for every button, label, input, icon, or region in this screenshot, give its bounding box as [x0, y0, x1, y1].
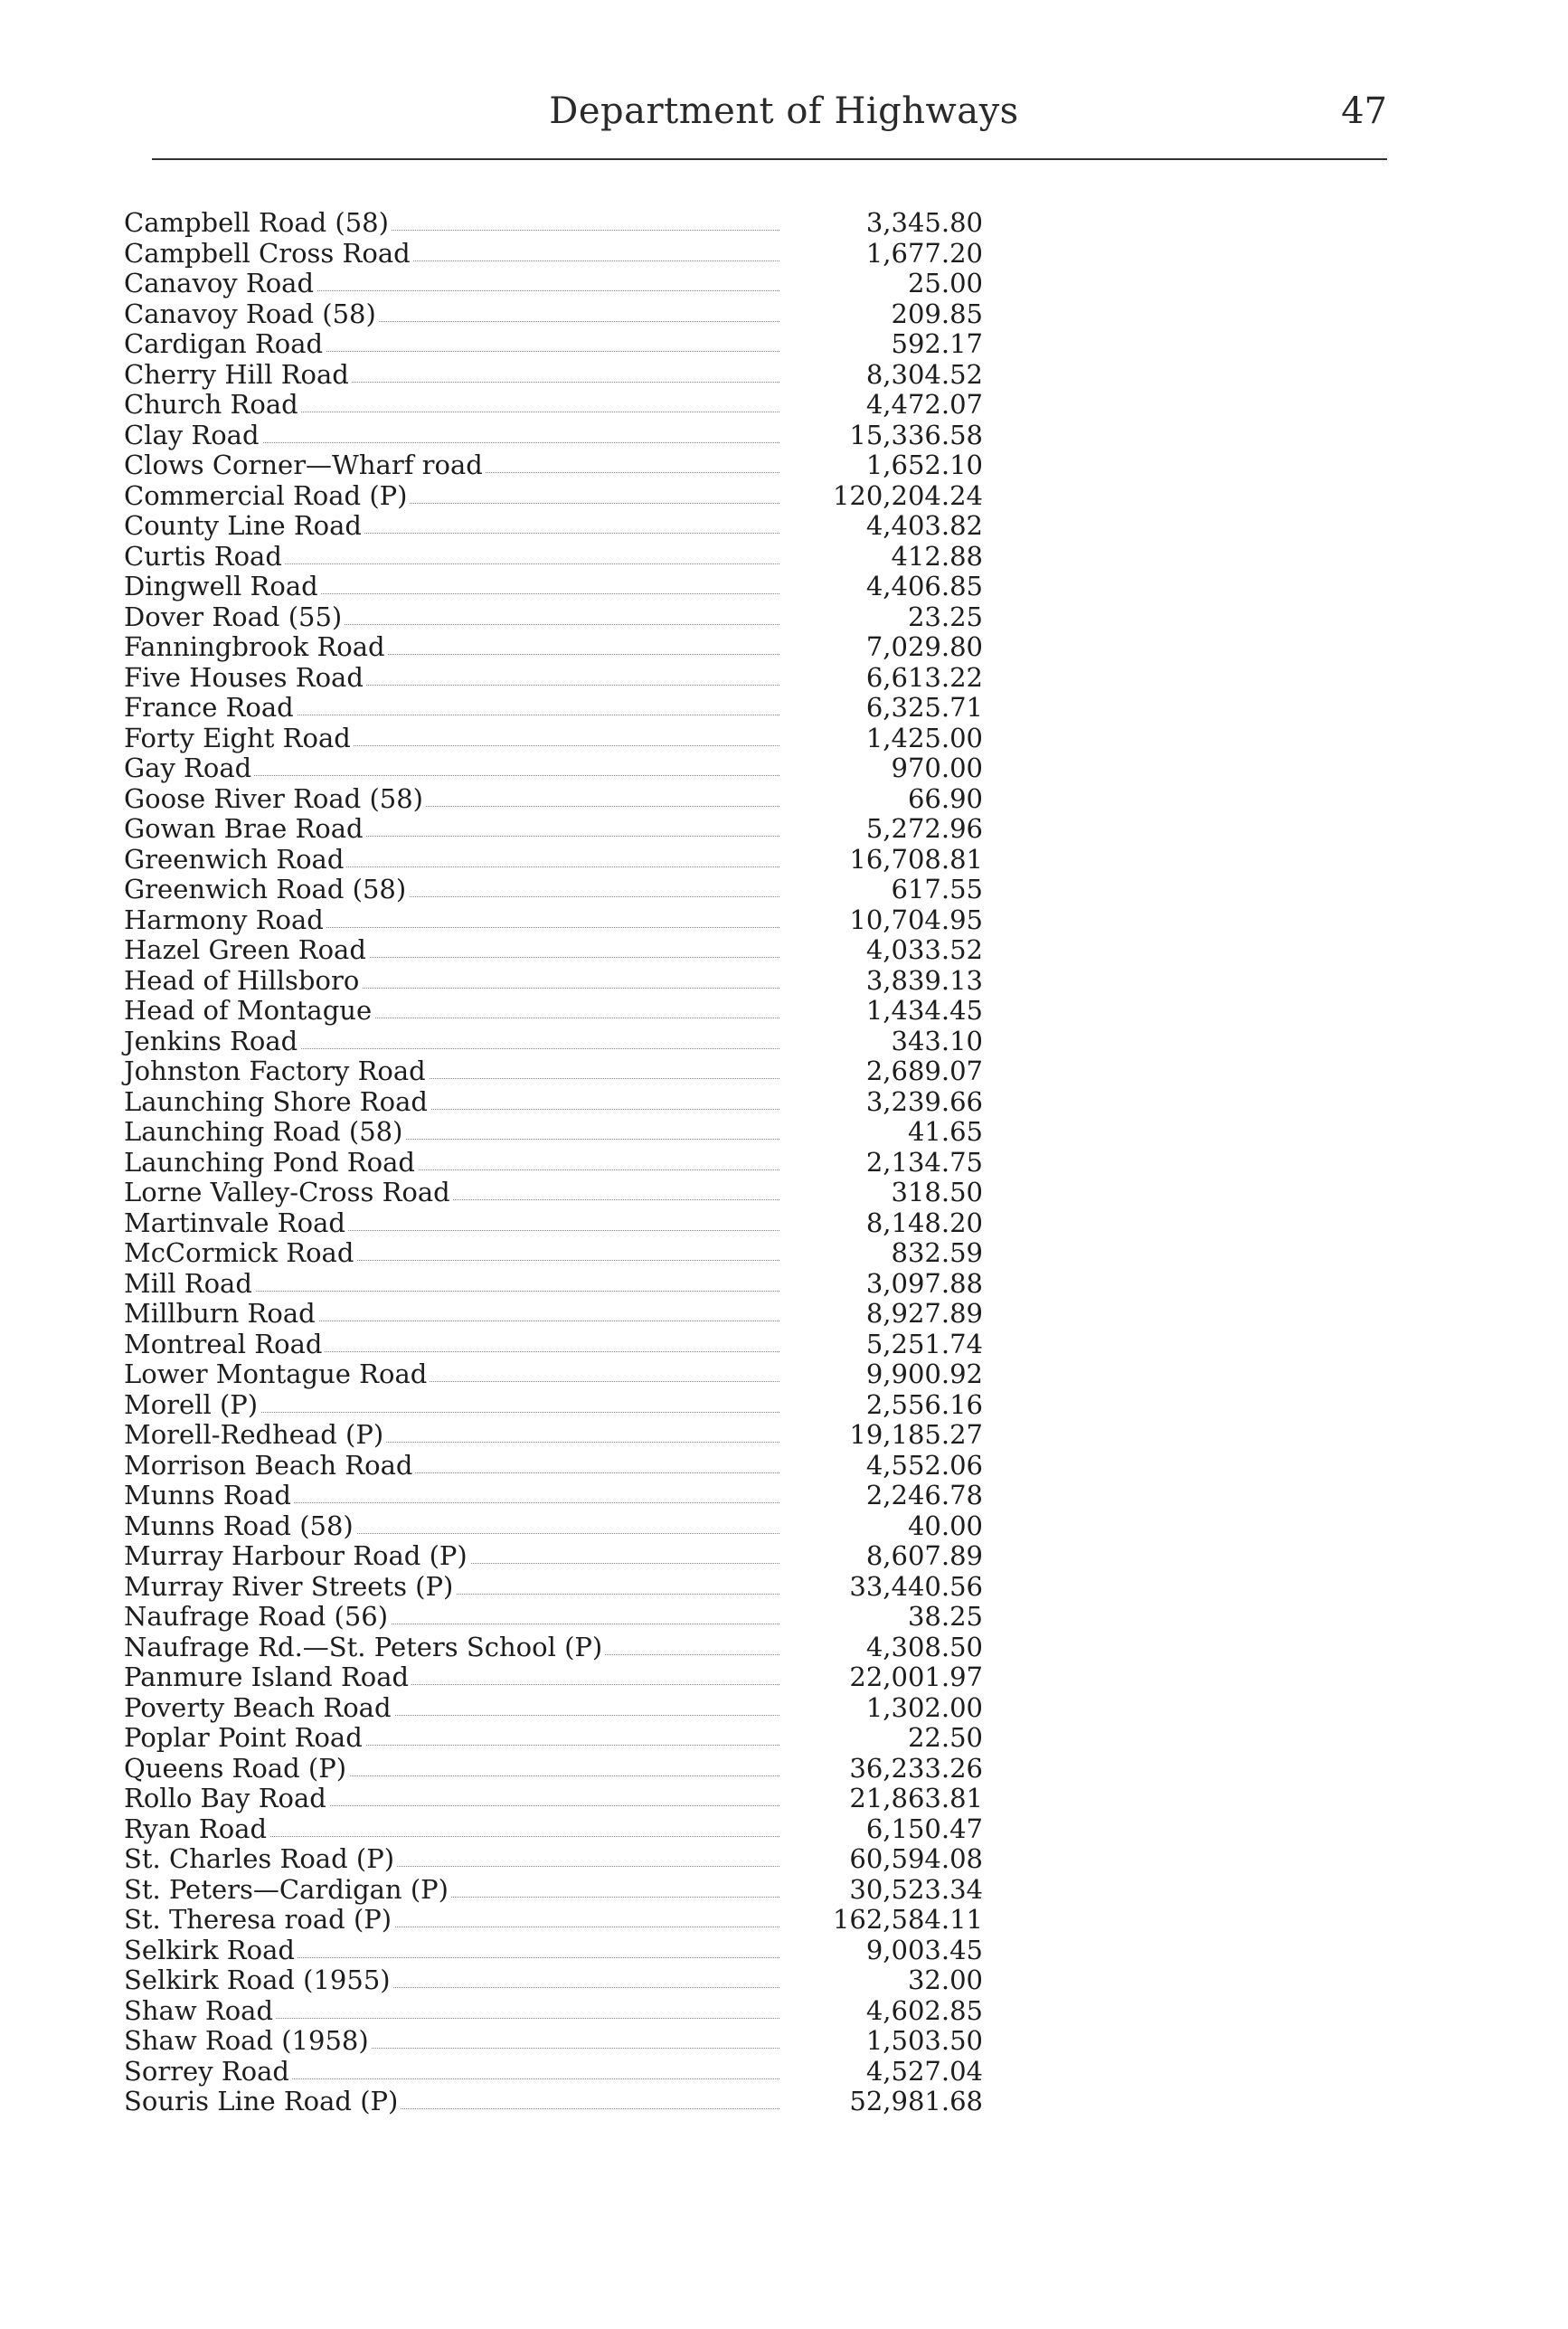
list-item [124, 602, 983, 633]
list-item [124, 1117, 983, 1148]
amount: 7,029.80 [865, 631, 983, 662]
list-item [124, 1511, 983, 1542]
amount: 8,148.20 [865, 1207, 983, 1238]
road-name: Montreal Road [124, 1330, 325, 1360]
amount: 33,440.56 [849, 1570, 983, 1602]
amount: 9,003.45 [865, 1934, 983, 1965]
list-item [124, 966, 983, 997]
list-item [124, 2057, 983, 2088]
amount: 30,523.34 [849, 1873, 983, 1905]
list-item [124, 2026, 983, 2057]
list-item [124, 1754, 983, 1785]
list-item [124, 1633, 983, 1663]
list-item [124, 1602, 983, 1633]
road-name: Head of Montague [124, 996, 374, 1027]
list-item [124, 329, 983, 360]
amount: 6,150.47 [865, 1813, 983, 1844]
list-item [124, 1481, 983, 1511]
road-name: Dover Road (55) [124, 602, 345, 633]
list-item [124, 208, 983, 239]
amount: 38.25 [907, 1601, 983, 1632]
amount: 32.00 [907, 1965, 983, 1995]
amount: 22,001.97 [849, 1662, 983, 1692]
list-item [124, 663, 983, 694]
road-expenditure-list [124, 208, 983, 2117]
road-name: Harmony Road [124, 905, 326, 936]
page-title: Department of Highways [549, 90, 1019, 132]
road-name: Campbell Road (58) [124, 208, 392, 239]
list-item [124, 1269, 983, 1300]
list-item [124, 1359, 983, 1390]
list-item [124, 1148, 983, 1179]
road-name: Greenwich Road (58) [124, 875, 409, 905]
road-name: Cardigan Road [124, 329, 326, 360]
amount: 4,527.04 [865, 2055, 983, 2087]
list-item [124, 1875, 983, 1906]
road-name: Rollo Bay Road [124, 1784, 329, 1814]
road-name: St. Theresa road (P) [124, 1905, 394, 1936]
amount: 4,308.50 [865, 1631, 983, 1662]
list-item [124, 1390, 983, 1421]
amount: 3,345.80 [865, 207, 983, 238]
list-item [124, 1541, 983, 1572]
list-item [124, 632, 983, 663]
list-item [124, 390, 983, 421]
page-header [0, 90, 1568, 145]
page-number: 47 [1341, 90, 1387, 132]
road-name: County Line Road [124, 511, 364, 542]
list-item [124, 1784, 983, 1814]
list-item [124, 299, 983, 330]
road-name: Morell (P) [124, 1390, 260, 1421]
list-item [124, 1087, 983, 1118]
list-item [124, 814, 983, 845]
road-name: Canavoy Road [124, 269, 316, 299]
amount: 52,981.68 [849, 2086, 983, 2116]
road-name: Canavoy Road (58) [124, 299, 379, 330]
amount: 36,233.26 [849, 1752, 983, 1784]
road-name: Jenkins Road [124, 1027, 300, 1057]
amount: 5,272.96 [865, 813, 983, 844]
amount: 1,302.00 [865, 1691, 983, 1723]
road-name: Morell-Redhead (P) [124, 1420, 386, 1451]
road-name: Lower Montague Road [124, 1359, 430, 1390]
road-name: Millburn Road [124, 1299, 318, 1330]
list-item [124, 1027, 983, 1057]
amount: 120,204.24 [832, 479, 983, 511]
road-name: Greenwich Road [124, 845, 346, 876]
list-item [124, 421, 983, 451]
amount: 21,863.81 [849, 1783, 983, 1813]
amount: 3,239.66 [865, 1085, 983, 1117]
road-name: Launching Road (58) [124, 1117, 405, 1148]
road-name: Gowan Brae Road [124, 814, 366, 845]
list-item [124, 875, 983, 905]
list-item [124, 360, 983, 391]
amount: 60,594.08 [849, 1843, 983, 1874]
road-name: Gay Road [124, 753, 254, 784]
amount: 3,839.13 [865, 964, 983, 996]
amount: 10,704.95 [849, 904, 983, 935]
road-name: France Road [124, 693, 297, 724]
amount: 209.85 [891, 298, 983, 329]
amount: 6,613.22 [865, 661, 983, 693]
road-name: Church Road [124, 390, 301, 421]
amount: 1,425.00 [865, 722, 983, 753]
header-rule [152, 158, 1387, 160]
amount: 3,097.88 [865, 1267, 983, 1299]
road-name: Dingwell Road [124, 572, 321, 602]
list-item [124, 1056, 983, 1087]
list-item [124, 996, 983, 1027]
list-item [124, 239, 983, 270]
list-item [124, 1844, 983, 1875]
road-name: Queens Road (P) [124, 1754, 349, 1785]
list-item [124, 1451, 983, 1482]
amount: 1,652.10 [865, 450, 983, 480]
road-name: Launching Shore Road [124, 1087, 430, 1118]
amount: 41.65 [907, 1116, 983, 1147]
amount: 5,251.74 [865, 1328, 983, 1359]
list-item [124, 724, 983, 754]
amount: 2,134.75 [865, 1146, 983, 1178]
list-item [124, 2087, 983, 2117]
list-item [124, 1814, 983, 1845]
road-name: Johnston Factory Road [124, 1056, 429, 1087]
road-name: Shaw Road (1958) [124, 2026, 372, 2057]
list-item [124, 542, 983, 573]
amount: 970.00 [891, 753, 983, 783]
road-name: Naufrage Road (56) [124, 1602, 391, 1633]
amount: 343.10 [891, 1025, 983, 1056]
road-name: Forty Eight Road [124, 724, 354, 754]
amount: 1,677.20 [865, 237, 983, 269]
list-item [124, 1178, 983, 1208]
road-name: Commercial Road (P) [124, 481, 410, 512]
list-item [124, 1936, 983, 1966]
amount: 25.00 [907, 268, 983, 298]
amount: 23.25 [907, 601, 983, 632]
list-item [124, 1299, 983, 1330]
list-item [124, 1238, 983, 1269]
road-name: Murray Harbour Road (P) [124, 1541, 470, 1572]
road-name: Munns Road (58) [124, 1511, 356, 1542]
road-name: Panmure Island Road [124, 1662, 411, 1693]
amount: 4,403.82 [865, 510, 983, 541]
road-name: St. Charles Road (P) [124, 1844, 397, 1875]
amount: 4,552.06 [865, 1449, 983, 1481]
road-name: St. Peters—Cardigan (P) [124, 1875, 451, 1906]
amount: 592.17 [891, 328, 983, 359]
road-name: Clows Corner—Wharf road [124, 450, 486, 481]
amount: 8,927.89 [865, 1298, 983, 1329]
list-item [124, 572, 983, 602]
list-item [124, 1662, 983, 1693]
amount: 1,503.50 [865, 2025, 983, 2056]
road-name: Clay Road [124, 421, 262, 451]
list-item [124, 753, 983, 784]
list-item [124, 845, 983, 876]
amount: 162,584.11 [832, 1904, 983, 1935]
list-item [124, 693, 983, 724]
list-item [124, 1330, 983, 1360]
list-item [124, 269, 983, 299]
road-name: Shaw Road [124, 1996, 276, 2027]
road-name: Five Houses Road [124, 663, 366, 694]
amount: 8,304.52 [865, 358, 983, 390]
amount: 8,607.89 [865, 1540, 983, 1571]
amount: 22.50 [907, 1722, 983, 1753]
amount: 2,246.78 [865, 1480, 983, 1510]
amount: 412.88 [891, 540, 983, 572]
road-name: Campbell Cross Road [124, 239, 413, 270]
amount: 832.59 [891, 1237, 983, 1268]
list-item [124, 1723, 983, 1754]
list-item [124, 1996, 983, 2027]
road-name: Sorrey Road [124, 2057, 292, 2088]
amount: 4,472.07 [865, 389, 983, 420]
road-name: Lorne Valley-Cross Road [124, 1178, 453, 1208]
road-name: Mill Road [124, 1269, 255, 1300]
amount: 6,325.71 [865, 692, 983, 723]
list-item [124, 1420, 983, 1451]
amount: 4,602.85 [865, 1994, 983, 2026]
amount: 19,185.27 [849, 1419, 983, 1450]
list-item [124, 784, 983, 815]
road-name: Curtis Road [124, 542, 285, 573]
road-name: Launching Pond Road [124, 1148, 418, 1179]
amount: 617.55 [891, 874, 983, 904]
road-name: Munns Road [124, 1481, 294, 1511]
amount: 318.50 [891, 1177, 983, 1207]
road-name: Selkirk Road (1955) [124, 1965, 393, 1996]
list-item [124, 1965, 983, 1996]
list-item [124, 511, 983, 542]
road-name: Naufrage Rd.—St. Peters School (P) [124, 1633, 605, 1663]
road-name: Poplar Point Road [124, 1723, 365, 1754]
list-item [124, 905, 983, 936]
road-name: Morrison Beach Road [124, 1451, 415, 1482]
road-name: Ryan Road [124, 1814, 269, 1845]
amount: 2,689.07 [865, 1056, 983, 1086]
road-name: Fanningbrook Road [124, 632, 388, 663]
road-name: Cherry Hill Road [124, 360, 352, 391]
road-name: Poverty Beach Road [124, 1693, 394, 1724]
amount: 66.90 [907, 782, 983, 814]
road-name: Head of Hillsboro [124, 966, 362, 997]
road-name: McCormick Road [124, 1238, 356, 1269]
amount: 9,900.92 [865, 1359, 983, 1389]
amount: 15,336.58 [849, 419, 983, 450]
list-item [124, 1693, 983, 1724]
list-item [124, 450, 983, 481]
amount: 2,556.16 [865, 1388, 983, 1420]
road-name: Selkirk Road [124, 1936, 298, 1966]
list-item [124, 1905, 983, 1936]
list-item [124, 1208, 983, 1239]
amount: 1,434.45 [865, 995, 983, 1026]
road-name: Murray River Streets (P) [124, 1572, 456, 1603]
amount: 4,033.52 [865, 934, 983, 965]
amount: 16,708.81 [849, 843, 983, 875]
amount: 4,406.85 [865, 571, 983, 601]
road-name: Goose River Road (58) [124, 784, 426, 815]
list-item [124, 481, 983, 512]
road-name: Hazel Green Road [124, 935, 369, 966]
road-name: Souris Line Road (P) [124, 2087, 401, 2117]
list-item [124, 935, 983, 966]
road-name: Martinvale Road [124, 1208, 348, 1239]
amount: 40.00 [907, 1510, 983, 1541]
list-item [124, 1572, 983, 1603]
